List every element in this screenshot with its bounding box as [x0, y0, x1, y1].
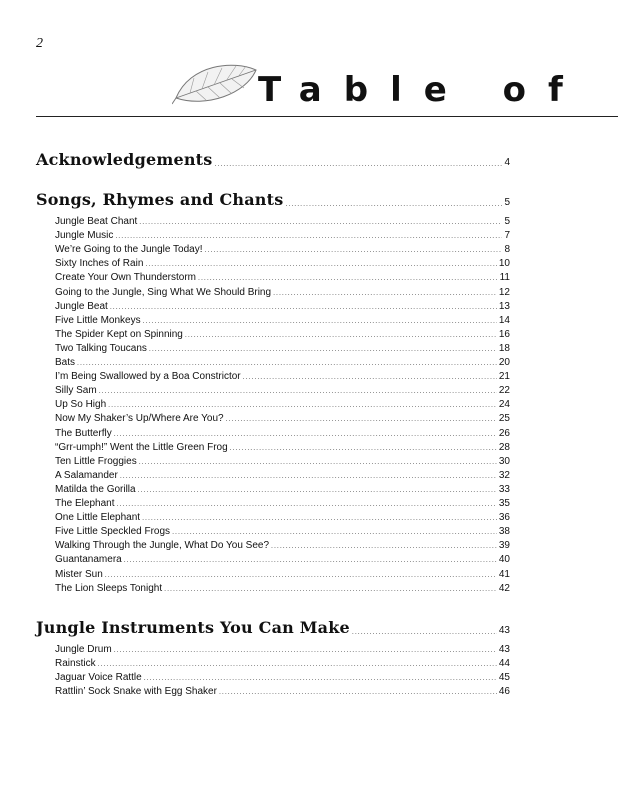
toc-entry — [55, 484, 510, 495]
leaf-icon — [172, 58, 260, 108]
toc-entry — [55, 357, 510, 368]
entry-page-number: 25 — [498, 413, 510, 425]
dot-leader — [105, 571, 497, 580]
dot-leader — [172, 528, 497, 537]
entry-page-number: 42 — [498, 582, 510, 594]
entry-title: Matilda the Gorilla — [55, 483, 136, 495]
entry-page-number: 5 — [504, 216, 510, 227]
entry-title: Walking Through the Jungle, What Do You See? — [55, 540, 270, 552]
entry-title: Jaguar Voice Rattle — [55, 672, 142, 684]
entry-title: The Spider Kept on Spinning — [55, 328, 183, 340]
dot-leader — [99, 387, 497, 396]
entry-title: “Grr-umph!” Went the Little Green Frog — [55, 441, 228, 453]
entry-title: Rainstick — [55, 658, 96, 670]
dot-leader — [138, 486, 497, 495]
entry-page-number: 38 — [498, 526, 510, 538]
entry-title: Silly Sam — [55, 385, 97, 397]
entry-page-number: 30 — [498, 455, 510, 467]
dot-leader — [114, 430, 497, 439]
entry-title: Jungle Music — [55, 230, 114, 242]
page-number: 2 — [36, 36, 43, 51]
section-title: Jungle Instruments You Can Make — [36, 618, 350, 637]
section-heading — [36, 618, 510, 637]
dot-leader — [198, 274, 498, 283]
dot-leader — [271, 542, 497, 551]
section-heading — [36, 150, 510, 169]
dot-leader — [214, 160, 502, 169]
toc-entry — [55, 258, 510, 269]
entry-title: Two Talking Toucans — [55, 342, 147, 354]
dot-leader — [219, 688, 497, 697]
toc-entry — [55, 371, 510, 382]
entry-page-number: 24 — [498, 399, 510, 411]
toc-entry — [55, 230, 510, 241]
dot-leader — [139, 458, 497, 467]
toc-entry — [55, 287, 510, 298]
section-title: Songs, Rhymes and Chants — [36, 190, 284, 209]
entry-title: Five Little Monkeys — [55, 314, 141, 326]
entry-title: One Little Elephant — [55, 512, 141, 524]
toc-entry — [55, 526, 510, 537]
entry-page-number: 20 — [498, 357, 510, 368]
entry-title: Up So High — [55, 399, 107, 411]
toc-entry — [55, 399, 510, 410]
dot-leader — [149, 345, 497, 354]
entry-title: Create Your Own Thunderstorm — [55, 272, 197, 284]
entry-page-number: 43 — [498, 644, 510, 655]
dot-leader — [185, 331, 497, 340]
dot-leader — [143, 317, 497, 326]
toc-entry — [55, 413, 510, 424]
entry-page-number: 18 — [498, 342, 510, 354]
dot-leader — [164, 585, 497, 594]
section-page-number: 4 — [504, 157, 510, 168]
dot-leader — [110, 303, 497, 312]
toc-entry — [55, 272, 510, 283]
page-title: Table of — [258, 70, 585, 110]
toc-entry — [55, 244, 510, 255]
section-page-number: 5 — [504, 197, 510, 208]
entry-page-number: 39 — [498, 540, 510, 552]
dot-leader — [142, 514, 497, 523]
entry-page-number: 11 — [499, 272, 510, 284]
toc-entry — [55, 644, 510, 655]
toc-entry — [55, 686, 510, 697]
entry-page-number: 28 — [498, 441, 510, 453]
entry-title: Going to the Jungle, Sing What We Should Bring — [55, 286, 272, 298]
toc-entry — [55, 216, 510, 227]
entry-title: Now My Shaker’s Up/Where Are You? — [55, 413, 224, 425]
toc-entry — [55, 470, 510, 481]
entry-page-number: 12 — [498, 286, 510, 298]
toc-entry — [55, 569, 510, 580]
dot-leader — [205, 246, 503, 255]
dot-leader — [115, 232, 502, 241]
dot-leader — [352, 628, 497, 637]
entry-page-number: 14 — [498, 314, 510, 326]
toc-entry — [55, 385, 510, 396]
dot-leader — [124, 556, 497, 565]
entry-page-number: 40 — [498, 554, 510, 566]
entry-title: Jungle Beat Chant — [55, 216, 138, 227]
dot-leader — [117, 500, 497, 509]
section-page-number: 43 — [498, 625, 510, 636]
entry-title: Mister Sun — [55, 568, 103, 580]
entry-page-number: 22 — [498, 385, 510, 397]
toc-entry — [55, 442, 510, 453]
entry-page-number: 44 — [498, 658, 510, 670]
entry-page-number: 16 — [498, 328, 510, 340]
section-heading — [36, 190, 510, 209]
toc-entry — [55, 329, 510, 340]
entry-title: Five Little Speckled Frogs — [55, 526, 171, 538]
entry-title: I’m Being Swallowed by a Boa Constrictor — [55, 371, 241, 383]
entry-page-number: 45 — [498, 672, 510, 684]
dot-leader — [114, 646, 497, 655]
toc-entry — [55, 658, 510, 669]
dot-leader — [145, 260, 497, 269]
dot-leader — [77, 359, 497, 368]
entry-title: A Salamander — [55, 469, 118, 481]
dot-leader — [230, 444, 497, 453]
toc-entry — [55, 554, 510, 565]
entry-page-number: 7 — [504, 230, 510, 242]
dot-leader — [273, 289, 497, 298]
toc-entry — [55, 498, 510, 509]
entry-title: Rattlin’ Sock Snake with Egg Shaker — [55, 686, 217, 698]
toc-entry — [55, 456, 510, 467]
section-title: Acknowledgements — [36, 150, 213, 169]
entry-page-number: 26 — [498, 427, 510, 439]
entry-page-number: 46 — [498, 686, 510, 698]
entry-page-number: 33 — [498, 483, 510, 495]
entry-title: The Lion Sleeps Tonight — [55, 582, 163, 594]
dot-leader — [243, 373, 497, 382]
dot-leader — [108, 401, 497, 410]
entry-title: Jungle Beat — [55, 300, 108, 312]
entry-title: Guantanamera — [55, 554, 122, 566]
entry-page-number: 13 — [498, 300, 510, 312]
entry-page-number: 21 — [498, 371, 510, 383]
entry-title: Jungle Drum — [55, 644, 112, 655]
toc-entry — [55, 315, 510, 326]
toc-entry — [55, 343, 510, 354]
entry-title: Bats — [55, 357, 76, 368]
entry-page-number: 41 — [498, 568, 510, 580]
toc-entry — [55, 512, 510, 523]
entry-page-number: 35 — [498, 498, 510, 509]
entry-page-number: 8 — [504, 244, 510, 256]
dot-leader — [98, 660, 497, 669]
toc-entry — [55, 540, 510, 551]
toc-entry — [55, 301, 510, 312]
entry-title: Sixty Inches of Rain — [55, 258, 144, 270]
toc-entry — [55, 672, 510, 683]
dot-leader — [226, 415, 497, 424]
dot-leader — [285, 200, 502, 209]
entry-title: The Elephant — [55, 498, 115, 509]
title-divider — [36, 116, 618, 117]
entry-page-number: 36 — [498, 512, 510, 524]
dot-leader — [139, 218, 502, 227]
entry-page-number: 10 — [498, 258, 510, 270]
entry-title: Ten Little Froggies — [55, 455, 137, 467]
entry-page-number: 32 — [498, 469, 510, 481]
entry-title: The Butterfly — [55, 427, 112, 439]
dot-leader — [144, 674, 497, 683]
toc-entry — [55, 428, 510, 439]
toc-entry — [55, 583, 510, 594]
dot-leader — [120, 472, 497, 481]
entry-title: We’re Going to the Jungle Today! — [55, 244, 203, 256]
